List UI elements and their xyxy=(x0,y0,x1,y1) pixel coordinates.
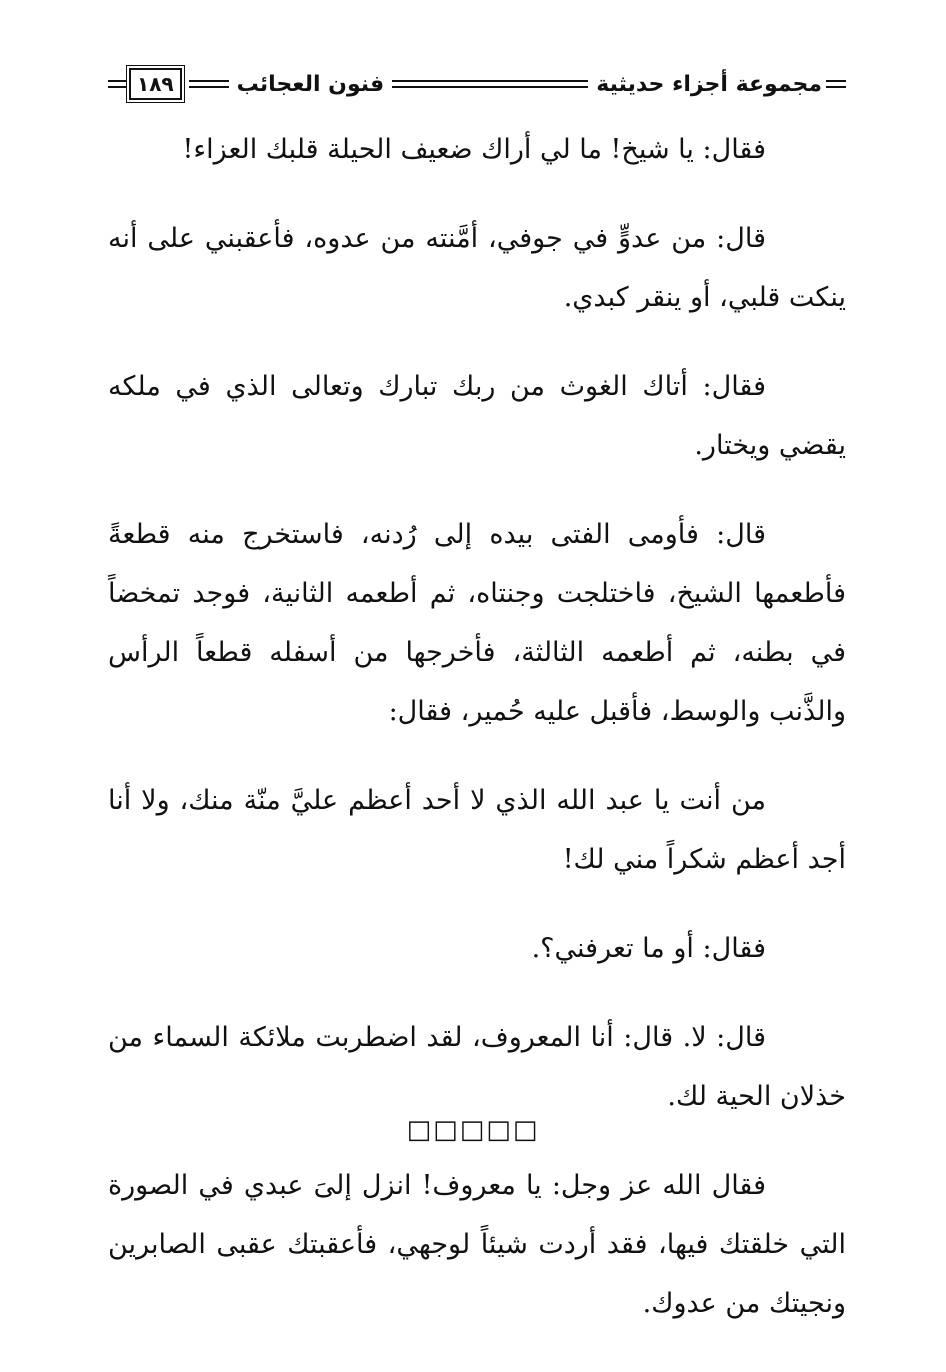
paragraph-1: فقال: يا شيخ! ما لي أراك ضعيف الحيلة قلبك العزاء! xyxy=(182,134,766,165)
header-chapter-title: فنون العجائب xyxy=(236,71,385,97)
paragraph-3: فقال: أتاك الغوث من ربك تبارك وتعالى الذي في ملكه يقضي ويختار. xyxy=(108,371,846,461)
end-ornament: □□□□□ xyxy=(406,1115,540,1145)
page-number: ١٨٩ xyxy=(129,68,182,100)
header-rule-right xyxy=(826,80,846,88)
header-rule-left xyxy=(108,80,126,88)
paragraph-7: قال: لا. قال: أنا المعروف، لقد اضطربت ملائكة السماء من خذلان الحية لك. xyxy=(108,1022,846,1112)
running-header xyxy=(108,62,846,106)
header-rule-inner xyxy=(189,80,229,88)
paragraph-5: من أنت يا عبد الله الذي لا أحد أعظم عليَّ منّة منك، ولا أنا أجد أعظم شكراً مني لك! xyxy=(108,785,846,875)
header-rule-middle xyxy=(392,80,588,88)
paragraph-8: فقال الله عز وجل: يا معروف! انزل إلىَ عبدي في الصورة التي خلقتك فيها، فقد أردت شيئاً لوجهي، فأعقبتك عقبى الصابرين ونجيتك من عدوك. xyxy=(108,1170,846,1319)
header-book-title: مجموعة أجزاء حديثية xyxy=(596,71,822,97)
paragraph-4: قال: فأومى الفتى بيده إلى رُدنه، فاستخرج منه قطعةً فأطعمها الشيخ، فاختلجت وجنتاه، ثم أطعمه الثانية، فوجد تمخضاً في بطنه، ثم أطعمه الثالثة، فأخرجها من أسفله قطعاً الرأس والذَّنب والوسط، فأقبل عليه حُمير، فقال: xyxy=(108,519,846,727)
paragraph-2: قال: من عدوٍّ في جوفي، أمَّنته من عدوه، فأعقبني على أنه ينكت قلبي، أو ينقر كبدي. xyxy=(108,223,846,313)
paragraph-6: فقال: أو ما تعرفني؟. xyxy=(531,933,766,964)
page-body xyxy=(108,120,846,1363)
